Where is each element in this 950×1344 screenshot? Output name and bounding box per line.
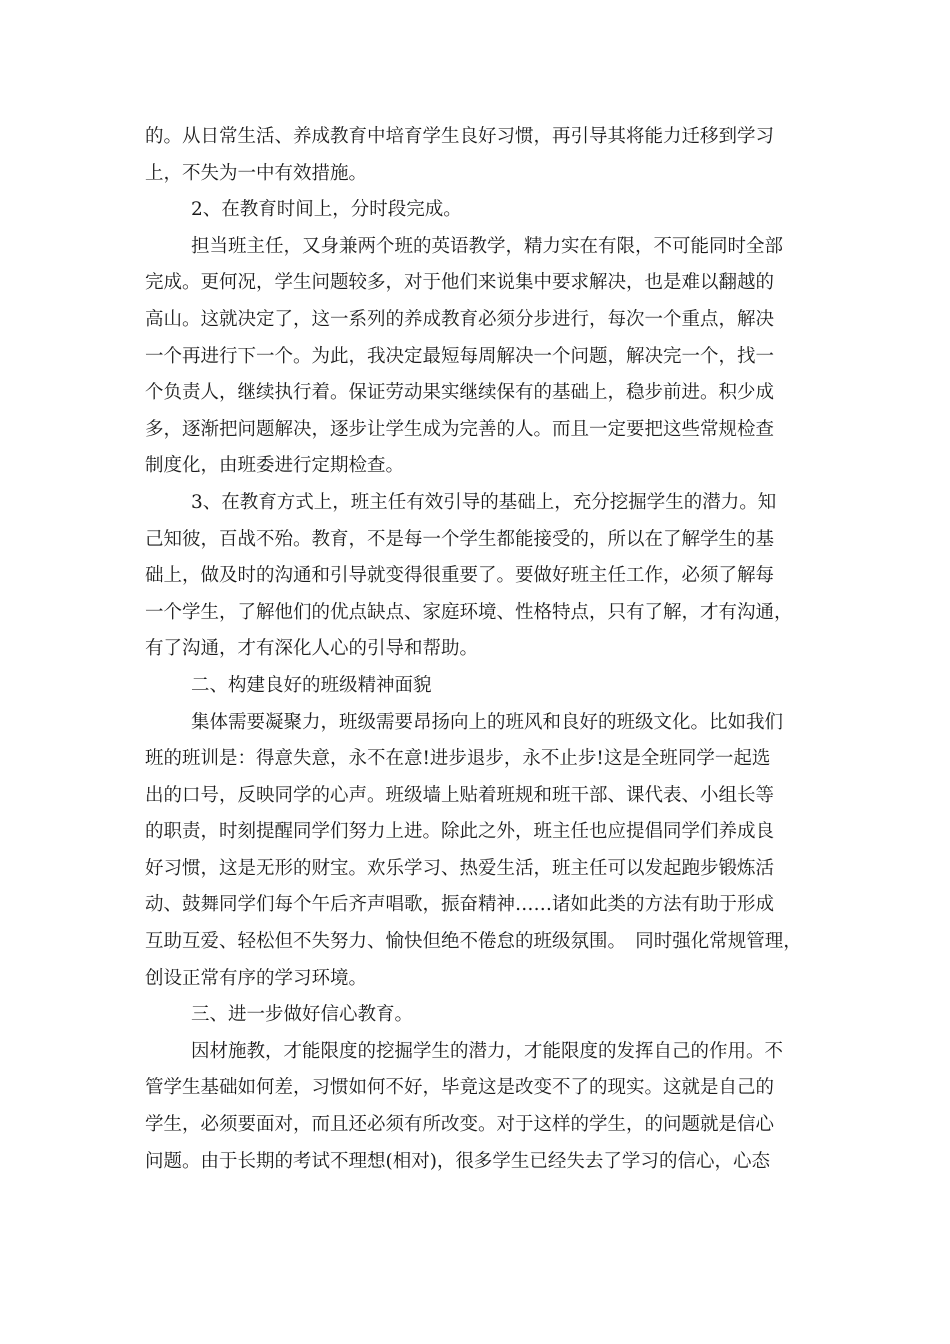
text-line: 个负责人，继续执行着。保证劳动果实继续保有的基础上，稳步前进。积少成: [145, 382, 775, 404]
text-line: 因材施教，才能限度的挖掘学生的潜力，才能限度的发挥自己的作用。不: [191, 1040, 784, 1062]
text-line: 互助互爱、轻松但不失努力、愉快但绝不倦怠的班级氛围。 同时强化常规管理，: [145, 931, 802, 953]
text-line: 己知彼，百战不殆。教育，不是每一个学生都能接受的，所以在了解学生的基: [145, 528, 775, 550]
text-line: 础上，做及时的沟通和引导就变得很重要了。要做好班主任工作，必须了解每: [145, 565, 775, 587]
text-line: 担当班主任，又身兼两个班的英语教学，精力实在有限，不可能同时全部: [191, 235, 784, 257]
text-line: 有了沟通，才有深化人心的引导和帮助。: [145, 638, 479, 660]
text-line: 创设正常有序的学习环境。: [145, 967, 368, 989]
text-line: 三、进一步做好信心教育。: [191, 1004, 414, 1026]
text-line: 动、鼓舞同学们每个午后齐声唱歌，振奋精神……诸如此类的方法有助于形成: [145, 894, 775, 916]
text-line: 二、构建良好的班级精神面貌: [191, 674, 432, 696]
text-line: 的职责，时刻提醒同学们努力上进。除此之外，班主任也应提倡同学们养成良: [145, 821, 775, 843]
text-line: 制度化，由班委进行定期检查。: [145, 455, 405, 477]
text-line: 一个学生，了解他们的优点缺点、家庭环境、性格特点，只有了解，才有沟通，: [145, 601, 793, 623]
text-line: 问题。由于长期的考试不理想(相对)，很多学生已经失去了学习的信心，心态: [145, 1150, 770, 1172]
text-line: 完成。更何况，学生问题较多，对于他们来说集中要求解决，也是难以翻越的: [145, 272, 775, 294]
document-body: [145, 119, 815, 1180]
text-line: 集体需要凝聚力，班级需要昂扬向上的班风和良好的班级文化。比如我们: [191, 711, 784, 733]
text-line: 学生，必须要面对，而且还必须有所改变。对于这样的学生，的问题就是信心: [145, 1114, 775, 1136]
text-line: 的。从日常生活、养成教育中培育学生良好习惯，再引导其将能力迁移到学习: [145, 126, 775, 147]
text-line: 上，不失为一中有效措施。: [145, 162, 368, 184]
text-line: 一个再进行下一个。为此，我决定最短每周解决一个问题，解决完一个，找一: [145, 345, 775, 367]
text-line: 好习惯，这是无形的财宝。欢乐学习、热爱生活，班主任可以发起跑步锻炼活: [145, 857, 775, 879]
text-line: 高山。这就决定了，这一系列的养成教育必须分步进行，每次一个重点，解决: [145, 308, 775, 330]
text-line: 多，逐渐把问题解决，逐步让学生成为完善的人。而且一定要把这些常规检查: [145, 418, 775, 440]
text-line: 出的口号，反映同学的心声。班级墙上贴着班规和班干部、课代表、小组长等: [145, 784, 775, 806]
text-line: 2、在教育时间上，分时段完成。: [191, 199, 462, 221]
text-line: 班的班训是：得意失意，永不在意!进步退步，永不止步!这是全班同学一起选: [145, 748, 771, 770]
text-line: 管学生基础如何差，习惯如何不好，毕竟这是改变不了的现实。这就是自己的: [145, 1077, 775, 1099]
text-line: 3、在教育方式上，班主任有效引导的基础上，充分挖掘学生的潜力。知: [191, 491, 777, 513]
